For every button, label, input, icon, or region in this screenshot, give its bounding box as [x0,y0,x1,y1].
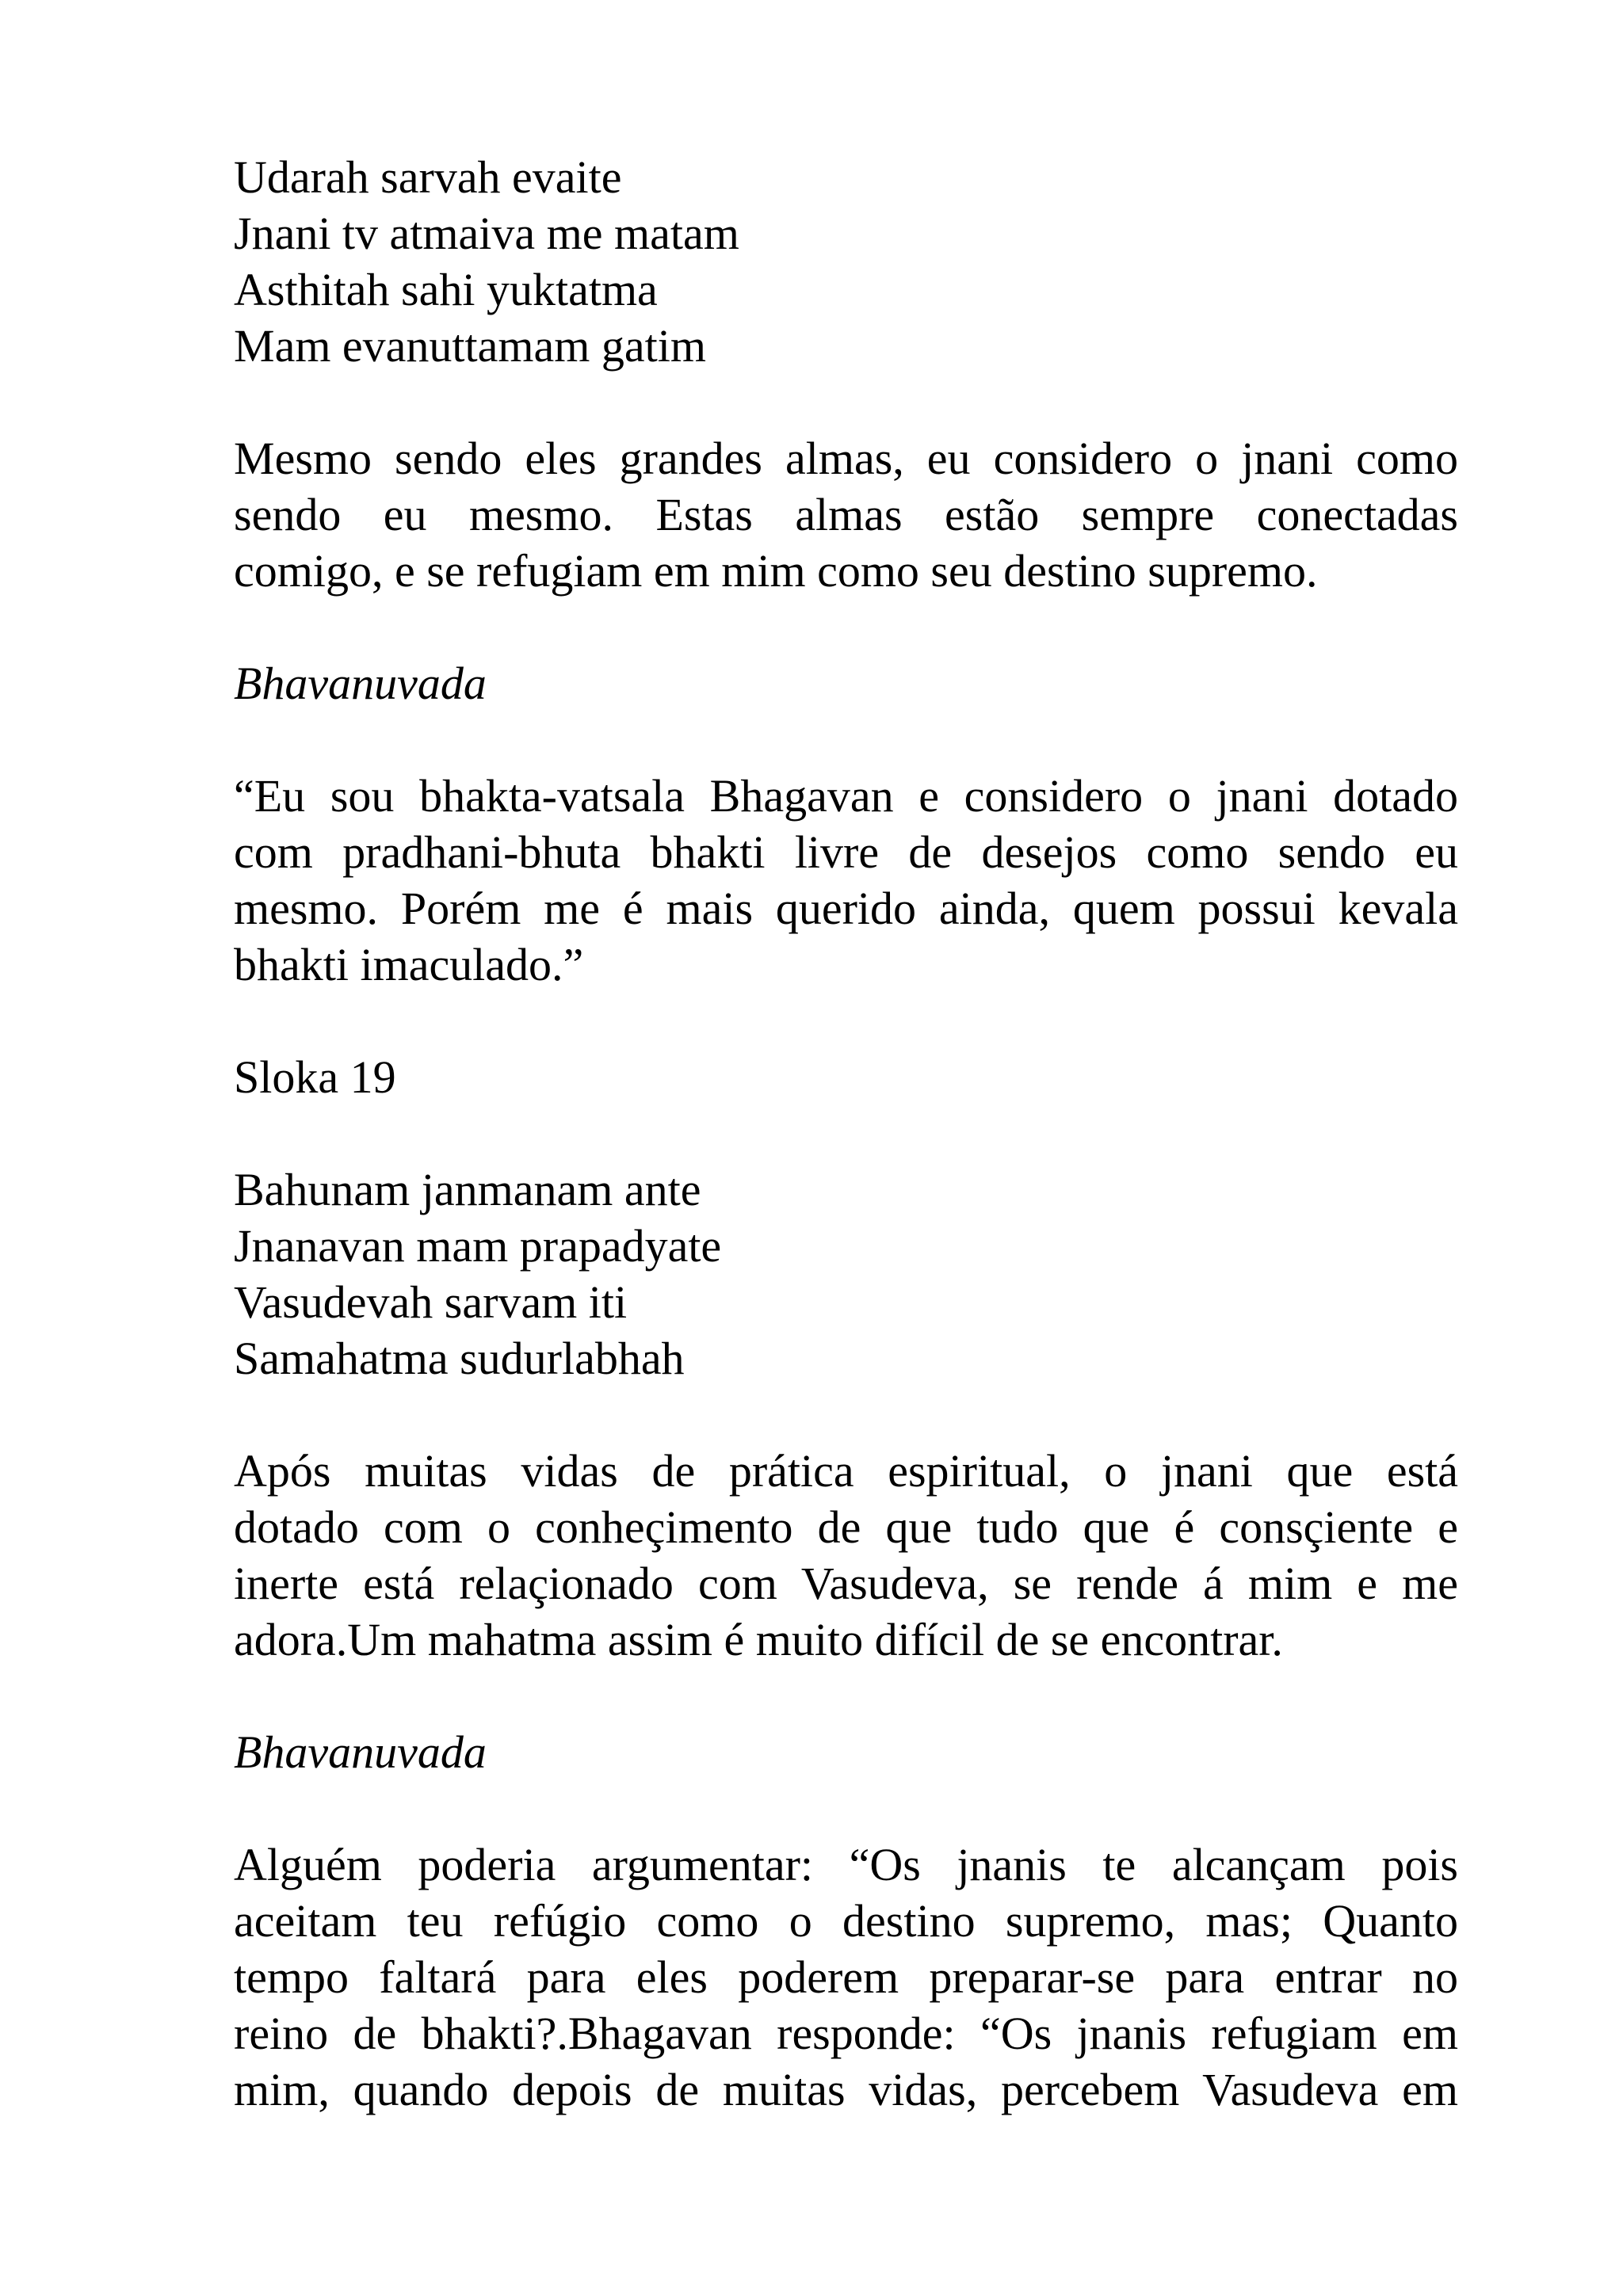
verse-line: Udarah sarvah evaite [234,151,622,203]
text-line: bhakti imaculado.” [234,939,584,990]
verse-udarah [234,149,1458,374]
verse-line: Samahatma sudurlabhah [234,1333,685,1384]
text-line: mim, quando depois de muitas vidas, percebem Vasudeva em [234,2064,1458,2115]
spacer [234,993,1458,1049]
commentary-paragraph [234,1836,1458,2118]
text-line: Mesmo sendo eles grandes almas, eu considero o jnani como [234,433,1458,484]
text-line: Após muitas vidas de prática espiritual, o jnani que está [234,1445,1458,1497]
text-line: dotado com o conheçimento de que tudo que é consçiente e [234,1501,1458,1553]
text-line: comigo, e se refugiam em mim como seu destino supremo. [234,545,1318,597]
spacer [234,374,1458,430]
spacer [234,1386,1458,1443]
verse-line: Bahunam janmanam ante [234,1164,701,1215]
text-line: com pradhani-bhuta bhakti livre de desejos como sendo eu [234,826,1458,878]
verse-bahunam [234,1161,1458,1386]
translation-paragraph [234,1443,1458,1668]
spacer [234,711,1458,768]
verse-line: Jnani tv atmaiva me matam [234,208,739,259]
document-page [234,149,1458,2118]
text-line: “Eu sou bhakta-vatsala Bhagavan e considero o jnani dotado [234,770,1458,822]
verse-line: Mam evanuttamam gatim [234,320,706,372]
spacer [234,1668,1458,1724]
verse-line: Jnanavan mam prapadyate [234,1220,722,1272]
translation-paragraph [234,430,1458,599]
text-line: Alguém poderia argumentar: “Os jnanis te alcançam pois [234,1839,1458,1890]
text-line: aceitam teu refúgio como o destino supremo, mas; Quanto [234,1895,1458,1947]
section-heading: Bhavanuvada [234,1726,487,1778]
section-heading: Bhavanuvada [234,658,487,709]
verse-line: Vasudevah sarvam iti [234,1276,628,1328]
sloka-title: Sloka 19 [234,1051,396,1103]
commentary-paragraph [234,768,1458,993]
text-line: tempo faltará para eles poderem preparar-se para entrar no [234,1951,1458,2003]
spacer [234,1780,1458,1836]
text-line: adora.Um mahatma assim é muito difícil de se encontrar. [234,1614,1283,1665]
text-line: sendo eu mesmo. Estas almas estão sempre conectadas [234,489,1458,540]
verse-line: Asthitah sahi yuktatma [234,264,658,315]
text-line: reino de bhakti?.Bhagavan responde: “Os jnanis refugiam em [234,2008,1458,2059]
text-line: mesmo. Porém me é mais querido ainda, quem possui kevala [234,883,1458,934]
spacer [234,1105,1458,1161]
text-line: inerte está relaçionado com Vasudeva, se rende á mim e me [234,1558,1458,1609]
spacer [234,599,1458,655]
